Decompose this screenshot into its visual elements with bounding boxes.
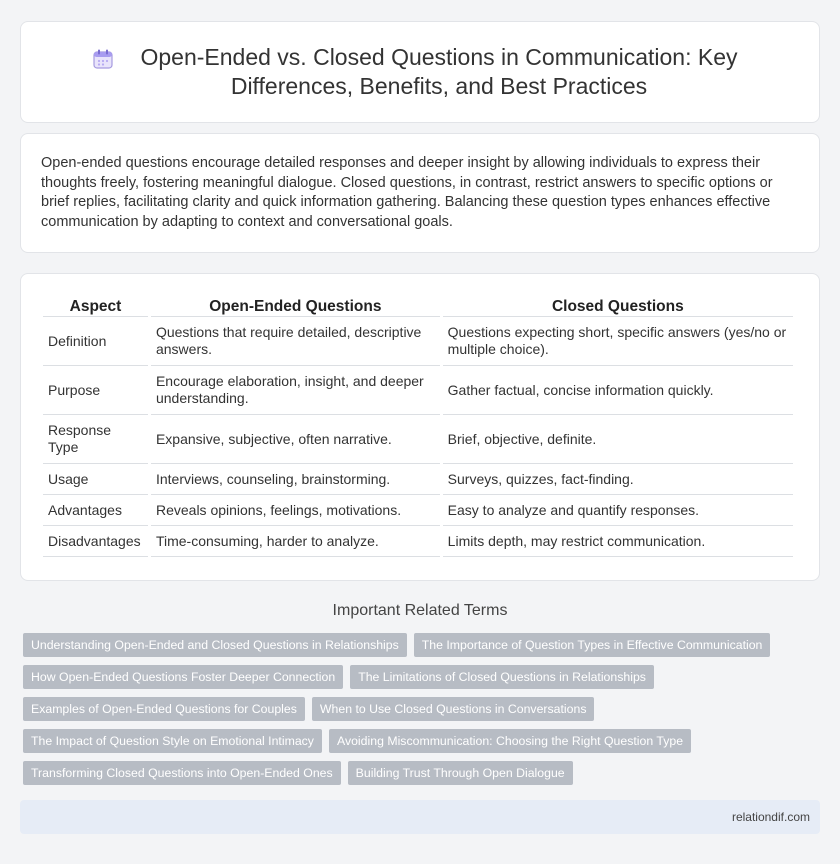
tag-row [23, 761, 813, 785]
comparison-card [20, 273, 820, 581]
header-closed: Closed Questions [443, 294, 793, 317]
table-row [43, 464, 793, 495]
related-term-link[interactable]: Examples of Open-Ended Questions for Couples [23, 697, 305, 721]
row-closed: Easy to analyze and quantify responses. [443, 495, 793, 526]
table-row [43, 317, 793, 366]
related-term-link[interactable]: The Limitations of Closed Questions in Relationships [350, 665, 654, 689]
related-term-link[interactable]: The Impact of Question Style on Emotional Intimacy [23, 729, 322, 753]
related-terms-list [23, 633, 813, 793]
footer [20, 800, 820, 834]
intro-paragraph: Open-ended questions encourage detailed responses and deeper insight by allowing individuals to express their thoughts freely, fostering meaningful dialogue. Closed questions, in contrast, restrict answers to specific options or brief replies, facilitating clarity and quick information gathering. Balancing these question types enhances effective communication by adapting to context and conversational goals. [41, 155, 773, 230]
row-closed: Surveys, quizzes, fact-finding. [443, 464, 793, 495]
row-open-ended: Interviews, counseling, brainstorming. [151, 464, 440, 495]
related-term-link[interactable]: When to Use Closed Questions in Conversations [312, 697, 595, 721]
related-term-link[interactable]: Building Trust Through Open Dialogue [348, 761, 573, 785]
row-open-ended: Time-consuming, harder to analyze. [151, 526, 440, 557]
row-open-ended: Expansive, subjective, often narrative. [151, 415, 440, 464]
related-term-link[interactable]: Avoiding Miscommunication: Choosing the Right Question Type [329, 729, 691, 753]
row-open-ended: Encourage elaboration, insight, and deeper understanding. [151, 366, 440, 415]
row-closed: Brief, objective, definite. [443, 415, 793, 464]
row-aspect: Advantages [43, 495, 148, 526]
row-closed: Gather factual, concise information quickly. [443, 366, 793, 415]
table-row [43, 495, 793, 526]
row-closed: Limits depth, may restrict communication. [443, 526, 793, 557]
table-row [43, 415, 793, 464]
page-title: Open-Ended vs. Closed Questions in Communication: Key Differences, Benefits, and Best Practices [140, 44, 738, 99]
row-closed: Questions expecting short, specific answers (yes/no or multiple choice). [443, 317, 793, 366]
table-row [43, 526, 793, 557]
calendar-icon [91, 47, 115, 71]
comparison-table [40, 294, 796, 557]
row-open-ended: Questions that require detailed, descriptive answers. [151, 317, 440, 366]
header-open-ended: Open-Ended Questions [151, 294, 440, 317]
related-term-link[interactable]: The Importance of Question Types in Effective Communication [414, 633, 771, 657]
related-term-link[interactable]: Understanding Open-Ended and Closed Questions in Relationships [23, 633, 407, 657]
row-aspect: Usage [43, 464, 148, 495]
header-aspect: Aspect [43, 294, 148, 317]
tag-row [23, 665, 813, 689]
tag-row [23, 729, 813, 753]
related-term-link[interactable]: Transforming Closed Questions into Open-Ended Ones [23, 761, 341, 785]
row-aspect: Definition [43, 317, 148, 366]
related-terms-title: Important Related Terms [332, 602, 508, 619]
row-aspect: Response Type [43, 415, 148, 464]
related-term-link[interactable]: How Open-Ended Questions Foster Deeper Connection [23, 665, 343, 689]
row-aspect: Purpose [43, 366, 148, 415]
table-header-row [43, 294, 793, 317]
row-open-ended: Reveals opinions, feelings, motivations. [151, 495, 440, 526]
row-aspect: Disadvantages [43, 526, 148, 557]
title-wrap [70, 43, 770, 101]
table-row [43, 366, 793, 415]
tag-row [23, 633, 813, 657]
intro-card [20, 133, 820, 253]
tag-row [23, 697, 813, 721]
title-card [20, 21, 820, 123]
footer-site-link[interactable]: relationdif.com [731, 810, 810, 824]
